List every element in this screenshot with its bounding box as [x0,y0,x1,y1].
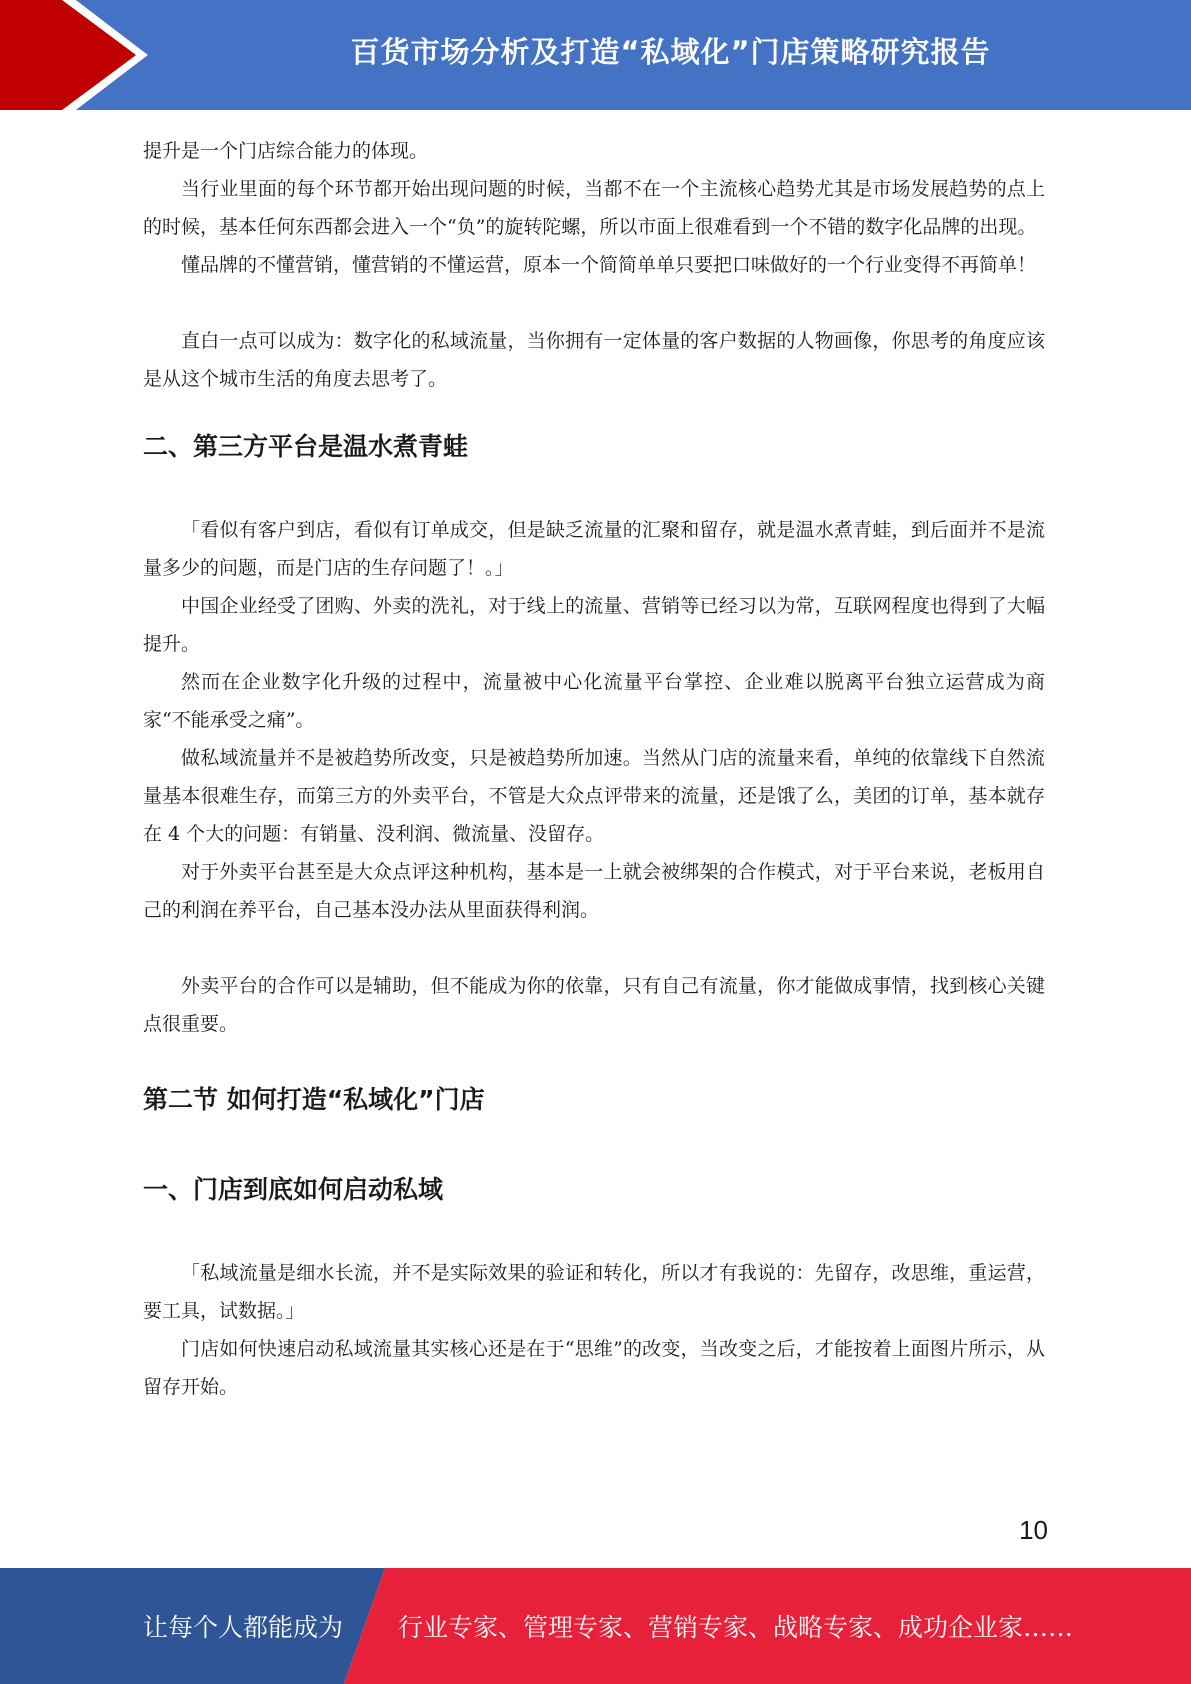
header-arrow-decoration [0,0,160,110]
paragraph: 门店如何快速启动私域流量其实核心还是在于“思维”的改变，当改变之后，才能按着上面图片所示，从留存开始。 [143,1338,1045,1398]
paragraph: 中国企业经受了团购、外卖的洗礼，对于线上的流量、营销等已经习以为常，互联网程度也得到了大幅提升。 [143,595,1045,655]
page-number: 10 [1019,1515,1048,1545]
paragraph: 提升是一个门店综合能力的体现。 [143,140,429,162]
page-header [0,0,1191,110]
report-title: 百货市场分析及打造“私域化”门店策略研究报告 [350,34,991,69]
footer-slogan-right: 行业专家、管理专家、营销专家、战略专家、成功企业家…… [398,1613,1074,1642]
section-heading: 一、门店到底如何启动私域 [143,1175,444,1204]
quote-paragraph: 「私域流量是细水长流，并不是实际效果的验证和转化，所以才有我说的：先留存，改思维，重运营，要工具，试数据。」 [143,1262,1045,1322]
section-heading: 二、第三方平台是温水煮青蛙 [143,432,469,461]
paragraph: 对于外卖平台甚至是大众点评这种机构，基本是一上就会被绑架的合作模式，对于平台来说，老板用自己的利润在养平台，自己基本没办法从里面获得利润。 [143,861,1045,921]
section-heading: 第二节 如何打造“私域化”门店 [143,1085,485,1114]
paragraph: 直白一点可以成为：数字化的私域流量，当你拥有一定体量的客户数据的人物画像，你思考的角度应该是从这个城市生活的角度去思考了。 [143,330,1045,390]
paragraph: 懂品牌的不懂营销，懂营销的不懂运营，原本一个简简单单只要把口味做好的一个行业变得不再简单！ [181,254,1037,276]
page-footer [0,1568,1191,1684]
paragraph: 然而在企业数字化升级的过程中，流量被中心化流量平台掌控、企业难以脱离平台独立运营成为商家“不能承受之痛”。 [143,671,1045,731]
footer-slogan-left: 让每个人都能成为 [143,1613,344,1642]
quote-paragraph: 「看似有客户到店，看似有订单成交，但是缺乏流量的汇聚和留存，就是温水煮青蛙，到后面并不是流量多少的问题，而是门店的生存问题了！。」 [143,519,1045,579]
paragraph: 当行业里面的每个环节都开始出现问题的时候，当都不在一个主流核心趋势尤其是市场发展趋势的点上的时候，基本任何东西都会进入一个“负”的旋转陀螺，所以市面上很难看到一个不错的数字化品牌的出现。 [143,178,1045,238]
document-body [143,132,1045,1406]
paragraph: 做私域流量并不是被趋势所改变，只是被趋势所加速。当然从门店的流量来看，单纯的依靠线下自然流量基本很难生存，而第三方的外卖平台，不管是大众点评带来的流量，还是饿了么，美团的订单，基本就存在 4 个大的问题：有销量、没利润、微流量、没留存。 [143,747,1045,845]
paragraph: 外卖平台的合作可以是辅助，但不能成为你的依靠，只有自己有流量，你才能做成事情，找到核心关键点很重要。 [143,975,1045,1035]
